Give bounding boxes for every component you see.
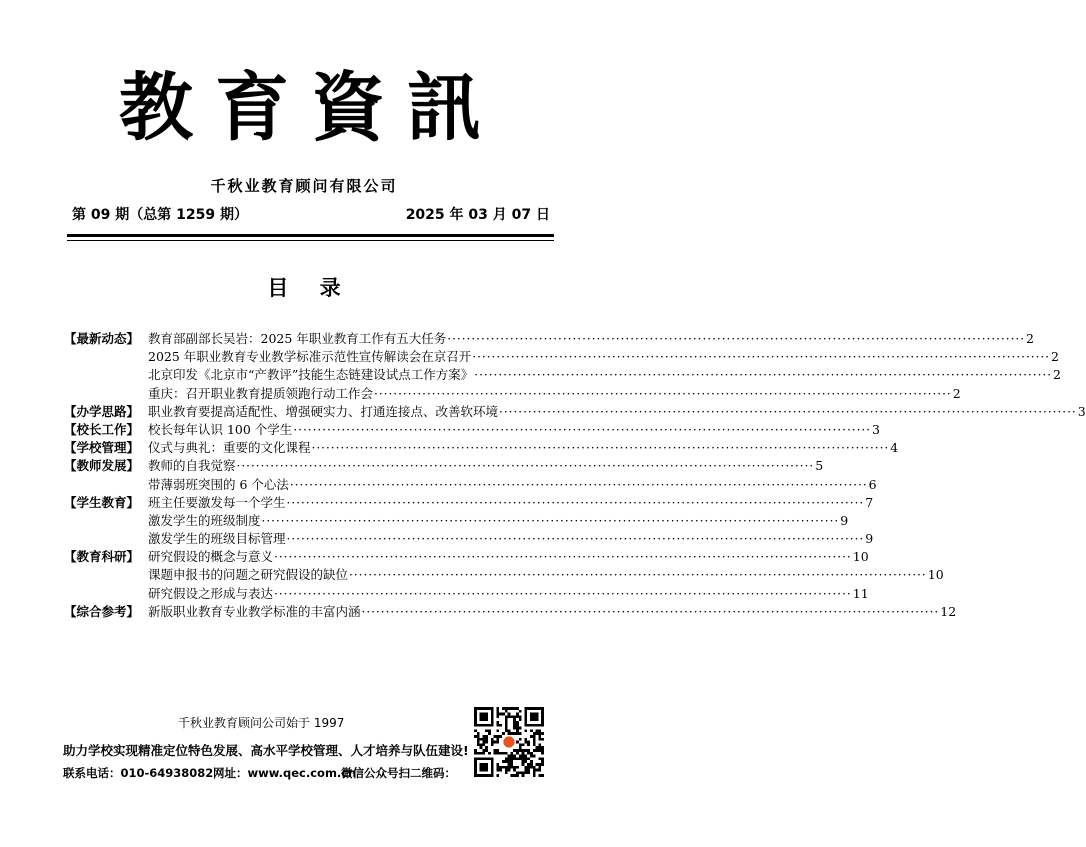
header-rule-thick <box>67 234 554 237</box>
toc-list <box>64 330 1086 621</box>
toc-leader-dots: ························································································································ <box>274 586 852 601</box>
toc-category: 【学生教育】 <box>64 494 140 510</box>
toc-leader-dots: ························································································································ <box>311 441 890 456</box>
toc-entry[interactable] <box>148 603 957 621</box>
footer-slogan: 助力学校实现精准定位特色发展、高水平学校管理、人才培养与队伍建设! <box>63 743 469 758</box>
footer-website: 网址：www.qec.com.cn <box>213 766 357 780</box>
toc-page-number: 2 <box>1026 331 1034 346</box>
toc-leader-dots: ························································································································ <box>361 604 940 619</box>
toc-leader-dots: ························································································································ <box>289 477 868 492</box>
toc-category: 【学校管理】 <box>64 440 140 456</box>
toc-row <box>64 403 1086 421</box>
toc-page-number: 2 <box>952 385 961 401</box>
toc-leader-dots: ························································································································ <box>374 386 952 401</box>
toc-leader-dots: ························································································································ <box>286 532 865 547</box>
toc-entry[interactable] <box>148 457 824 475</box>
toc-page-number: 9 <box>840 512 849 528</box>
toc-entry-title: 教育部副部长吴岩：2025 年职业教育工作有五大任务 <box>148 331 447 346</box>
toc-category: 【办学思路】 <box>64 403 140 419</box>
toc-entry[interactable] <box>148 439 899 457</box>
toc-page-number: 2 <box>1051 349 1059 365</box>
toc-entry-title: 重庆：召开职业教育提质领跑行动工作会 <box>148 385 374 401</box>
toc-row <box>64 457 824 475</box>
toc-entry[interactable] <box>148 385 961 403</box>
toc-entry-title: 激发学生的班级制度 <box>148 512 261 528</box>
toc-entry[interactable] <box>148 403 1086 421</box>
toc-page-number: 3 <box>872 421 880 437</box>
toc-leader-dots: ························································································································ <box>236 459 815 474</box>
toc-row <box>64 585 869 603</box>
footer-contact <box>63 765 463 783</box>
toc-row <box>64 421 880 439</box>
toc-entry[interactable] <box>148 566 944 584</box>
toc-entry[interactable] <box>148 494 874 512</box>
toc-entry-title: 2025 年职业教育专业教学标准示范性宣传解读会在京召开 <box>148 349 472 365</box>
toc-row <box>64 439 899 457</box>
toc-leader-dots: ························································································································ <box>286 495 865 510</box>
toc-row <box>64 366 1061 384</box>
toc-row <box>64 566 944 584</box>
toc-entry-title: 带薄弱班突围的 6 个心法 <box>148 476 289 492</box>
toc-page-number: 11 <box>852 585 869 601</box>
toc-page-number: 6 <box>868 476 877 492</box>
toc-category: 【校长工作】 <box>64 421 140 437</box>
toc-page-number: 7 <box>865 494 874 510</box>
toc-entry-title: 仪式与典礼：重要的文化课程 <box>148 440 311 456</box>
toc-entry[interactable] <box>148 421 880 439</box>
toc-row <box>64 603 957 621</box>
toc-row <box>64 330 1034 348</box>
toc-entry[interactable] <box>148 512 849 530</box>
masthead-title: 教育資訊 <box>119 65 503 151</box>
toc-leader-dots: ························································································································ <box>499 404 1077 419</box>
company-name: 千秋业教育顾问有限公司 <box>210 177 398 195</box>
toc-entry[interactable] <box>148 476 877 494</box>
toc-category: 【综合参考】 <box>64 603 140 619</box>
toc-leader-dots: ························································································································ <box>349 568 927 583</box>
toc-title: 目 录 <box>267 276 353 300</box>
toc-entry[interactable] <box>148 548 869 566</box>
toc-leader-dots: ························································································································ <box>447 332 1026 346</box>
toc-row <box>64 530 874 548</box>
toc-category: 【最新动态】 <box>64 331 140 346</box>
toc-entry-title: 研究假设的概念与意义 <box>148 549 274 565</box>
toc-entry-title: 职业教育要提高适配性、增强硬实力、打通连接点、改善软环境 <box>148 403 499 419</box>
toc-entry-title: 课题申报书的问题之研究假设的缺位 <box>148 567 349 583</box>
toc-category: 【教育科研】 <box>64 549 140 565</box>
toc-entry[interactable] <box>148 348 1059 366</box>
toc-leader-dots: ························································································································ <box>293 422 872 437</box>
toc-row <box>64 476 877 494</box>
issue-number: 第 09 期（总第 1259 期） <box>72 207 248 223</box>
toc-entry-title: 教师的自我觉察 <box>148 458 236 474</box>
toc-entry[interactable] <box>148 366 1061 384</box>
wechat-qr-code-icon[interactable] <box>474 707 544 777</box>
toc-page-number: 9 <box>865 531 874 547</box>
toc-entry[interactable] <box>148 330 1034 348</box>
toc-row <box>64 348 1059 366</box>
issue-date: 2025 年 03 月 07 日 <box>405 207 550 223</box>
toc-entry[interactable] <box>148 530 874 548</box>
toc-leader-dots: ························································································································ <box>274 550 852 565</box>
toc-entry-title: 北京印发《北京市“产教评”技能生态链建设试点工作方案》 <box>148 367 474 383</box>
toc-entry[interactable] <box>148 585 869 603</box>
footer-phone: 联系电话：010-64938082 <box>63 766 214 780</box>
toc-page-number: 12 <box>940 603 957 619</box>
toc-leader-dots: ························································································································ <box>472 350 1051 365</box>
toc-row <box>64 494 874 512</box>
toc-page-number: 10 <box>852 549 869 565</box>
toc-page-number: 3 <box>1077 403 1086 419</box>
toc-row <box>64 512 849 530</box>
toc-entry-title: 新版职业教育专业教学标准的丰富内涵 <box>148 603 361 619</box>
footer-founded: 千秋业教育顾问公司始于 1997 <box>178 716 345 730</box>
toc-entry-title: 校长每年认识 100 个学生 <box>148 421 293 437</box>
toc-entry-title: 激发学生的班级目标管理 <box>148 531 286 547</box>
issue-row <box>72 204 550 226</box>
toc-page-number: 4 <box>890 440 899 456</box>
footer-wechat: 微信公众号扫二维码： <box>341 766 456 780</box>
toc-entry-title: 班主任要激发每一个学生 <box>148 494 286 510</box>
toc-leader-dots: ························································································································ <box>474 368 1053 383</box>
toc-row <box>64 385 961 403</box>
toc-leader-dots: ························································································································ <box>261 513 840 528</box>
toc-entry-title: 研究假设之形成与表达 <box>148 585 274 601</box>
toc-page-number: 5 <box>815 458 824 474</box>
header-rule-thin <box>67 240 554 241</box>
toc-page-number: 2 <box>1053 367 1061 383</box>
toc-row <box>64 548 869 566</box>
toc-page-number: 10 <box>927 567 944 583</box>
toc-category: 【教师发展】 <box>64 458 140 474</box>
